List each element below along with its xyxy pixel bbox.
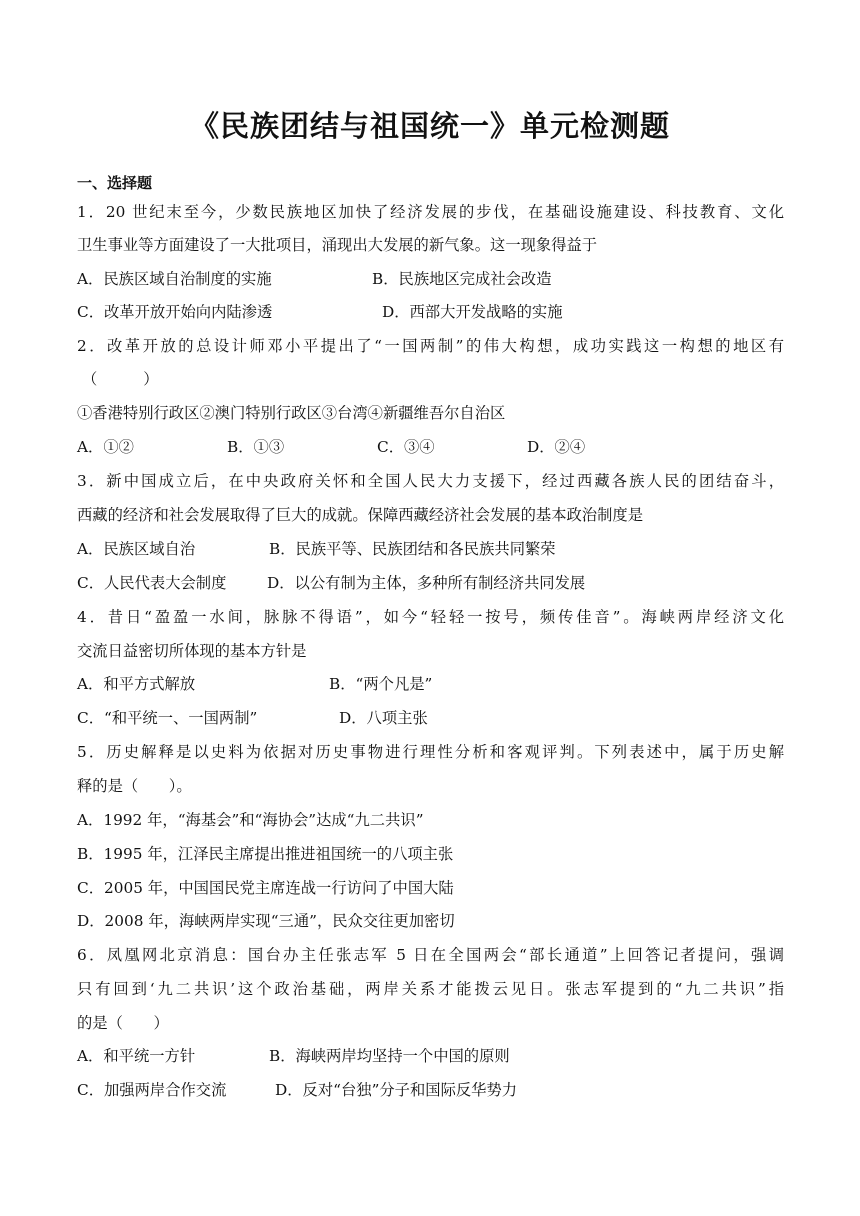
question-2-stem-line-2: （ ） [82, 370, 159, 388]
question-6-option-b: B．海峡两岸均坚持一个中国的原则 [269, 1047, 510, 1065]
question-2-option-a: A．①② [77, 438, 134, 456]
question-1-option-a: A．民族区域自治制度的实施 [77, 270, 272, 288]
question-5-stem-line-1: 5．历史解释是以史料为依据对历史事物进行理性分析和客观评判。下列表述中，属于历史解 [77, 743, 784, 761]
question-1-option-c: C．改革开放开始向内陆渗透 [77, 303, 273, 321]
question-5-option-d: D．2008 年，海峡两岸实现“三通”，民众交往更加密切 [77, 912, 455, 930]
question-3-stem-line-1: 3．新中国成立后，在中央政府关怀和全国人民大力支援下，经过西藏各族人民的团结奋斗， [77, 472, 784, 490]
question-4-option-c: C．“和平统一、一国两制” [77, 709, 258, 727]
question-5-option-c: C．2005 年，中国国民党主席连战一行访问了中国大陆 [77, 879, 454, 897]
page-title: 《民族团结与祖国统一》单元检测题 [189, 109, 670, 143]
question-5-option-a: A．1992 年，“海基会”和“海协会”达成“九二共识” [77, 811, 424, 829]
question-1-stem-line-2: 卫生事业等方面建设了一大批项目，涌现出大发展的新气象。这一现象得益于 [77, 236, 598, 254]
question-1-options-row-1 [77, 268, 552, 290]
question-1-options-row-2 [77, 301, 563, 323]
question-2-options-row [77, 436, 585, 458]
question-1-option-d: D．西部大开发战略的实施 [382, 303, 563, 321]
question-5-option-b: B．1995 年，江泽民主席提出推进祖国统一的八项主张 [77, 845, 454, 863]
question-6-options-row-1 [77, 1045, 510, 1067]
question-5-stem-line-2: 释的是（ ）。 [77, 777, 192, 795]
question-2-option-b: B．①③ [227, 438, 285, 456]
question-4-options-row-1 [77, 673, 432, 695]
question-2-stem-line-1: 2．改革开放的总设计师邓小平提出了“一国两制”的伟大构想，成功实践这一构想的地区有 [77, 337, 784, 355]
question-3-options-row-2 [77, 572, 585, 594]
question-3-stem-line-2: 西藏的经济和社会发展取得了巨大的成就。保障西藏经济社会发展的基本政治制度是 [77, 506, 643, 524]
question-3-option-a: A．民族区域自治 [77, 540, 196, 558]
question-4-stem-line-2: 交流日益密切所体现的基本方针是 [77, 642, 307, 660]
question-3-options-row-1 [77, 538, 556, 560]
question-2-option-c: C．③④ [377, 438, 435, 456]
question-6-stem-line-1: 6．凤凰网北京消息：国台办主任张志军 5 日在全国两会“部长通道”上回答记者提问，强调 [77, 946, 784, 964]
question-6-option-a: A．和平统一方针 [77, 1047, 196, 1065]
question-6-stem-line-2: 只有回到‘九二共识’这个政治基础，两岸关系才能拨云见日。张志军提到的“九二共识”指 [77, 980, 784, 998]
question-3-option-d: D．以公有制为主体，多种所有制经济共同发展 [267, 574, 586, 592]
question-3-option-c: C．人民代表大会制度 [77, 574, 227, 592]
question-6-option-c: C．加强两岸合作交流 [77, 1081, 227, 1099]
question-1-stem-line-1: 1．20 世纪末至今，少数民族地区加快了经济发展的步伐，在基础设施建设、科技教育、文化 [77, 203, 784, 221]
question-4-options-row-2 [77, 707, 428, 729]
question-4-option-b: B．“两个凡是” [329, 675, 433, 693]
question-3-option-b: B．民族平等、民族团结和各民族共同繁荣 [269, 540, 556, 558]
section-heading: 一、选择题 [77, 174, 153, 192]
question-4-option-d: D．八项主张 [339, 709, 428, 727]
question-6-option-d: D．反对“台独”分子和国际反华势力 [275, 1081, 518, 1099]
question-2-items: ①香港特别行政区②澳门特别行政区③台湾④新疆维吾尔自治区 [77, 404, 506, 422]
question-6-options-row-2 [77, 1079, 517, 1101]
question-2-option-d: D．②④ [527, 438, 586, 456]
question-6-stem-line-3: 的是（ ） [77, 1014, 169, 1032]
question-4-option-a: A．和平方式解放 [77, 675, 196, 693]
question-1-option-b: B．民族地区完成社会改造 [372, 270, 552, 288]
question-4-stem-line-1: 4．昔日“盈盈一水间，脉脉不得语”，如今“轻轻一按号，频传佳音”。海峡两岸经济文化 [77, 608, 784, 626]
